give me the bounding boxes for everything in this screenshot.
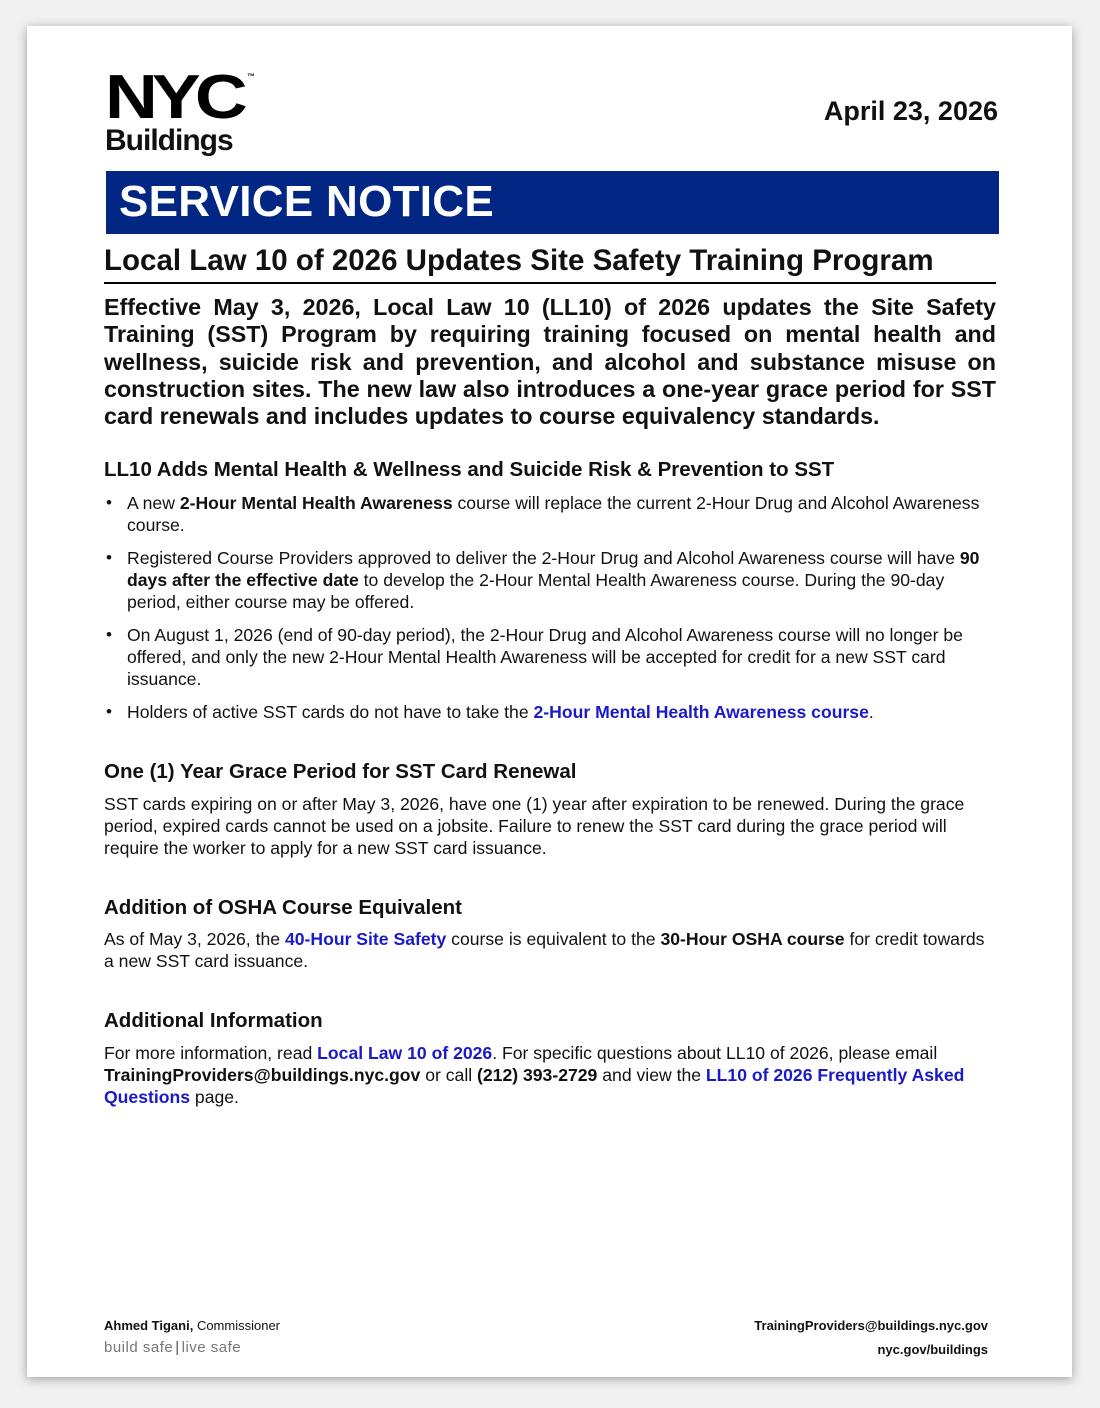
faq-link[interactable]: LL10 of 2026 Frequently Asked Questions: [104, 1065, 965, 1107]
list-item: • Holders of active SST cards do not have to take the 2-Hour Mental Health Awareness course.: [104, 701, 996, 723]
site-safety-course-link[interactable]: 40-Hour Site Safety: [284, 929, 447, 949]
footer-site: nyc.gov/buildings: [877, 1342, 988, 1357]
section3-heading: Addition of OSHA Course Equivalent: [104, 896, 462, 919]
section2-heading: One (1) Year Grace Period for SST Card Renewal: [104, 760, 577, 783]
list-item: • Registered Course Providers approved to deliver the 2-Hour Drug and Alcohol Awareness course will have 90 days after the effective date to develop the 2-Hour Mental Health Awareness course. During the 90-day period, either course may be offered.: [104, 547, 996, 613]
notice-date: April 23, 2026: [823, 96, 998, 126]
tagline: build safe | live safe: [104, 1339, 242, 1356]
section1-heading: LL10 Adds Mental Health & Wellness and Suicide Risk & Prevention to SST: [104, 458, 835, 481]
logo-trademark: ™: [247, 72, 255, 81]
intro-paragraph: Effective May 3, 2026, Local Law 10 (LL10) of 2026 updates the Site Safety Training (SST) Program by requiring training focused on mental health and wellness, suicide risk and prevention, and alcohol and substance misuse on construction sites. The new law also introduces a one-year grace period for SST card renewals and includes updates to course equivalency standards.: [104, 294, 996, 430]
notice-page: [27, 26, 1072, 1377]
mental-health-course-link[interactable]: 2-Hour Mental Health Awareness course: [533, 702, 869, 722]
service-notice-banner: [106, 171, 999, 234]
list-item: • On August 1, 2026 (end of 90-day period), the 2-Hour Drug and Alcohol Awareness course will no longer be offered, and only the new 2-Hour Mental Health Awareness will be accepted for credit for a new SST card issuance.: [104, 624, 996, 690]
nyc-buildings-logo: [105, 63, 255, 157]
contact-phone: (212) 393-2729: [477, 1065, 598, 1085]
local-law-link[interactable]: Local Law 10 of 2026: [317, 1043, 493, 1063]
section1-list: [104, 492, 996, 734]
section2-text: SST cards expiring on or after May 3, 2026, have one (1) year after expiration to be renewed. During the grace period, expired cards cannot be used on a jobsite. Failure to renew the SST card during the grace period will require the worker to apply for a new SST card issuance.: [104, 794, 965, 858]
section4-heading: Additional Information: [104, 1009, 323, 1032]
footer-email: TrainingProviders@buildings.nyc.gov: [754, 1318, 988, 1333]
list-item: • A new 2-Hour Mental Health Awareness course will replace the current 2-Hour Drug and Alcohol Awareness course.: [104, 492, 996, 536]
banner-label: SERVICE NOTICE: [119, 177, 495, 226]
logo-nyc-text: NYC: [105, 63, 242, 132]
footer-contact: [754, 1318, 988, 1366]
page-title: Local Law 10 of 2026 Updates Site Safety Training Program: [104, 240, 996, 284]
section3-text: As of May 3, 2026, the 40-Hour Site Safety course is equivalent to the 30-Hour OSHA course for credit towards a new SST card issuance.: [104, 929, 985, 971]
commissioner-signature: Ahmed Tigani, Commissioner: [104, 1318, 281, 1333]
logo-buildings-text: Buildings: [105, 124, 233, 157]
section4-text: For more information, read Local Law 10 of 2026. For specific questions about LL10 of 2026, please email TrainingProviders@buildings.nyc.gov or call (212) 393-2729 and view the LL10 of 2026 Frequently Asked Questions page.: [104, 1043, 965, 1107]
contact-email: TrainingProviders@buildings.nyc.gov: [104, 1065, 421, 1085]
